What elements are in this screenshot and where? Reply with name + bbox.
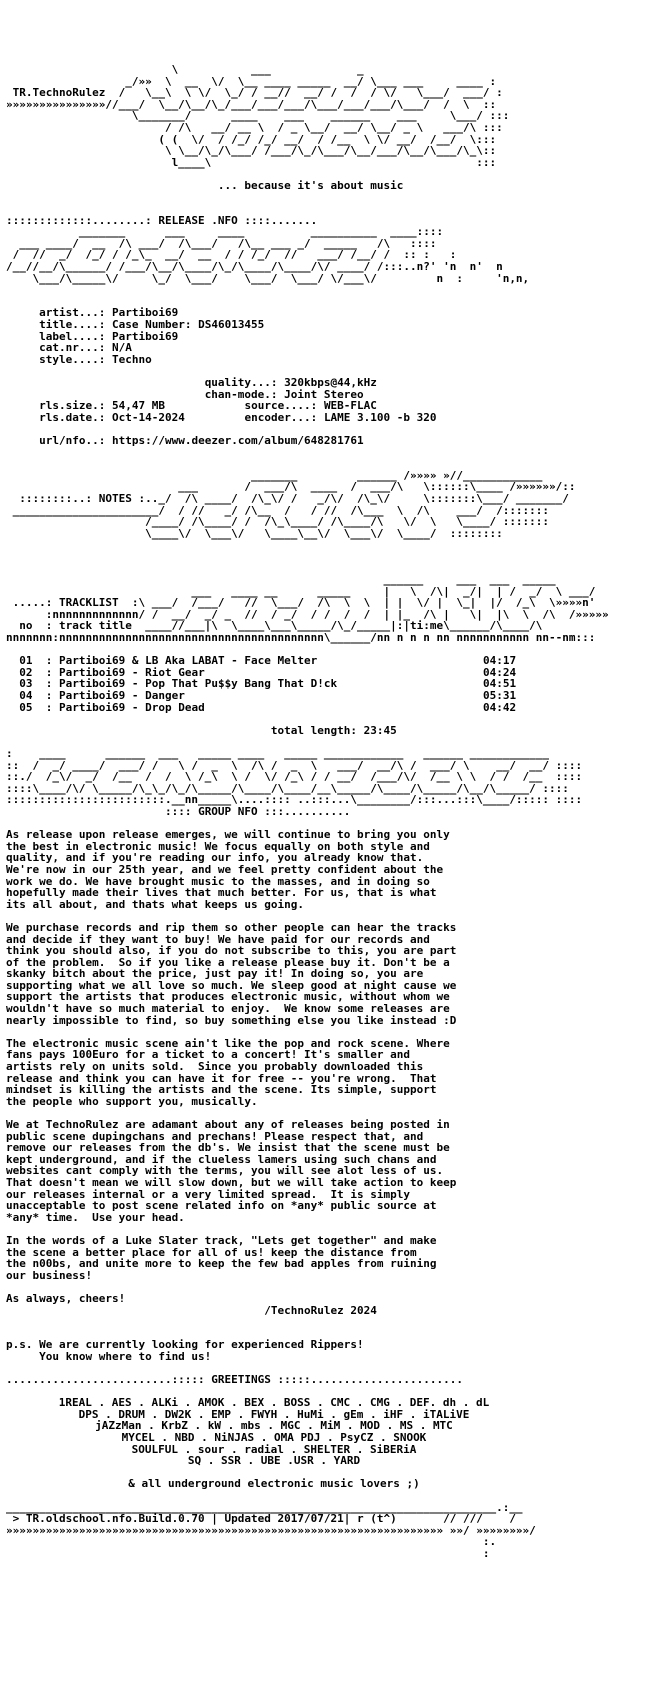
group-art-line: ::./ /_\/ _/ /__ / / \ /_\ \ / \/ /_\ / / __/ /___/\/ /__ \ \ / / /__ :::: xyxy=(6,770,583,784)
notes-art-line: ::::::::..: NOTES :.._/ /\ ____/ /\_\/ / _/\/ /\_\/ \:::::::\___/ _______/ xyxy=(6,491,569,505)
field-title: title....: Case Number: DS46013455 xyxy=(39,318,265,332)
release-section xyxy=(6,215,650,470)
spacer xyxy=(6,1316,650,1339)
field-size-source: rls.size.: 54,47 MB source....: WEB-FLAC xyxy=(39,399,377,413)
field-catnr: cat.nr...: N/A xyxy=(39,341,132,355)
spacer xyxy=(6,458,650,470)
tracklist-rule: nnnnnnn:nnnnnnnnnnnnnnnnnnnnnnnnnnnnnnnnnnnnnnnn\______/nn n n n nn nnnnnnnnnnn nn--nm::: xyxy=(6,631,596,645)
tracklist-art-line: :nnnnnnnnnnnnn/ / __/ _/ _ // / _/ / / / / | |_ /\ | \| |\ \ /\ /»»»»» xyxy=(6,607,609,621)
group-section xyxy=(6,748,650,1374)
spacer xyxy=(6,29,650,41)
field-date-encoder: rls.date.: Oct-14-2024 encoder...: LAME 3.100 -b 320 xyxy=(39,410,437,424)
group-paragraph: We purchase records and rip them so other people can hear the tracks and decide if they want to buy! We have paid for our records and think you should also, if you do not subscribe to this, you are part of the problem. So if you like a release please buy it. Don't be a skanky bitch about the price, just pay it! In doing so, you are supporting what we all love so much. We sleep good at night cause we support the artists that produces electronic music, without whom we wouldn't have so much material to enjoy. We know some releases are nearly impossible to find, so buy something else you like instead :D xyxy=(6,920,457,1027)
spacer xyxy=(6,447,650,459)
logo-art-line: \ \__/\_/\___/ /___/\_/\___/\__/___/\__/\___/\_\:: xyxy=(6,144,497,158)
field-url: url/nfo..: https://www.deezer.com/album/648281761 xyxy=(39,433,364,447)
tracklist-art-line: ______ ___ ___ _____ xyxy=(6,573,556,587)
notes-art-line: ______________________/ / // _/ /\__ / / // /\___ \ /\ ___/ /::::::: xyxy=(6,503,550,517)
group-art-line: : ____ ______ ___ _____ ____ _____ ____________ ______ ____________ xyxy=(6,747,550,760)
release-art-line: /__//__/\______/ /___/\__/\____/\_/\____/\____/\/ ____/ /:::..n?' 'n n' n xyxy=(6,260,503,274)
field-chanmode: chan-mode.: Joint Stereo xyxy=(204,387,364,401)
track-row: 05 : Partiboi69 - Drop Dead 04:42 xyxy=(19,700,517,714)
spacer xyxy=(6,41,650,53)
footer-section xyxy=(6,1502,650,1560)
track-row: 02 : Partiboi69 - Riot Gear 04:24 xyxy=(19,665,517,679)
group-art-line: ::::::::::::::::::::::::.__nn_____\....:::: ..:::...\________/:::...:::\____/::::: :::: xyxy=(6,793,583,807)
spacer xyxy=(6,1490,650,1502)
footer-rule: __________________________________________________________________________.:__ xyxy=(6,1500,523,1514)
footer-build-line: > TR.oldschool.nfo.Build.0.70 | Updated 2017/07/21| r (t^) // /// / xyxy=(6,1512,516,1526)
greetings-line: MYCEL . NBD . NiNJAS . OMA PDJ . PsyCZ . SNOOK xyxy=(121,1431,427,1445)
field-quality: quality...: 320kbps@44,kHz xyxy=(204,376,377,389)
closing-line: As always, cheers! xyxy=(6,1291,126,1305)
notes-art-line: \____\/ \___\/ \____\__\/ \___\/ \____/ :::::::: xyxy=(6,526,503,540)
release-art-line: / // _/ /_/ / /_\_ __/ __ / / /_/ // ___/ /__/ / :: : : xyxy=(6,248,457,262)
logo-art-line: »»»»»»»»»»»»»»»//___/ \__/\__/\_/___/___/___/\___/___/___/\___/ / \ :: xyxy=(6,97,497,111)
spacer xyxy=(6,284,650,296)
field-artist: artist...: Partiboi69 xyxy=(39,306,179,320)
footer-rule: »»»»»»»»»»»»»»»»»»»»»»»»»»»»»»»»»»»»»»»»»»»»»»»»»»»»»»»»»»»»»»»»»» »»/ »»»»»»»»/ xyxy=(6,1523,536,1537)
tracklist-header: no : track title ____//___|\ \____\___\_____/\_/_____|:|ti:me\______/\____/\ xyxy=(6,619,543,633)
spacer xyxy=(6,203,650,215)
spacer xyxy=(6,551,650,563)
header-section xyxy=(6,6,650,215)
tracklist-art-line: ___ ____ __ _____ | \ /\| _/| | / _/ \ ___/ xyxy=(6,584,596,598)
ps-line: p.s. We are currently looking for experienced Rippers! xyxy=(6,1338,364,1352)
footer-tail: :. xyxy=(6,1535,497,1549)
greetings-section xyxy=(6,1374,650,1502)
group-paragraph: In the words of a Luke Slater track, "Lets get together" and make the scene a better place for all of us! keep the distance from the n00bs, and unite more to keep the few bad apples from ruining our business! xyxy=(6,1233,437,1282)
greetings-list xyxy=(6,1397,542,1490)
notes-art-line: _______ ______ /»»»» »//____________ xyxy=(6,468,543,482)
notes-section xyxy=(6,470,650,574)
spacer xyxy=(6,6,650,18)
nfo-document xyxy=(6,6,650,1698)
release-art-line: \___/\_____\/ \_/ \___/ \___/ \___/ \/___\/ n : 'n,n, xyxy=(6,271,530,285)
greetings-line: 1REAL . AES . ALKi . AMOK . BEX . BOSS . CMC . CMG . DEF. dh . dL xyxy=(58,1396,490,1410)
field-label: label....: Partiboi69 xyxy=(39,329,179,343)
total-length: total length: 23:45 xyxy=(270,723,397,737)
group-art-line: ::::\____/\/ \_____/\_\_/\_/\_____/\____/\____/__\_____/\____/\_____/\__/\_____/ :::: xyxy=(6,781,569,795)
logo-art-line: \ ___ _ xyxy=(6,62,510,76)
logo-art-line: / /\ __/ __ \ / _ \__/ __/ \__/ _ \ ___/\ ::: xyxy=(6,120,503,134)
group-art-line: :: / _/ ____/ ___/ / \ / _ \ /\ / _ \ ___/ __/\ / ___/ \ __/ __/ :::: xyxy=(6,758,583,772)
release-art-line: _______ ___ ____ __________ ____:::: xyxy=(6,225,444,239)
logo-art-line: TR.TechnoRulez / \__\ \ \/ \_/ / __// __/ / / / \/ \___/ ___/ : xyxy=(6,86,503,100)
release-heading: :::::::::::::........: RELEASE .NFO ::::....... xyxy=(6,213,318,227)
logo-art-line: ( ( \/ / /_/ /_/ __/ / /__ \ \/ __/ /__/ \::: xyxy=(6,132,497,146)
spacer xyxy=(6,539,650,551)
url-link[interactable]: https://www.deezer.com/album/648281761 xyxy=(111,433,364,447)
signature: /TechnoRulez 2024 xyxy=(264,1303,377,1317)
greetings-line: jAZzMan . KrbZ . kW . mbs . MGC . MiM . MOD . MS . MTC xyxy=(95,1419,453,1433)
field-style: style....: Techno xyxy=(39,352,152,366)
notes-art-line: ___ / ___/\ ____ / ___/\ \::::::\____ /»»»»»»/:: xyxy=(6,480,576,494)
greetings-line: DPS . DRUM . DW2K . EMP . FWYH . HuMi . gEm . iHF . iTALiVE xyxy=(78,1407,470,1421)
spacer xyxy=(6,18,650,30)
track-row: 04 : Partiboi69 - Danger 05:31 xyxy=(19,689,517,703)
group-paragraph: As release upon release emerges, we will continue to bring you only the best in electronic music! We focus equally on both style and quality, and if you're reading our info, you already know that. We're now in our 25th year, and we feel pretty confident about the work we do. We have brought music to the masses, and in doing so hopefully made their lives that much better. For us, that is what its all about, and thats what keeps us going. xyxy=(6,828,450,911)
release-art-line: ___ ____/ __ /\ ___/ /\___/ /\__ ___ _/ _____ /\ :::: xyxy=(6,236,437,250)
tracklist-section xyxy=(6,574,650,748)
notes-art-line: /____/ /\____/ / /\_\____/ /\____/\ \/ \ \____/ ::::::: xyxy=(6,515,550,529)
group-paragraph: We at TechnoRulez are adamant about any of releases being posted in public scene dupingchans and prechans! Please respect that, and remove our releases from the db's. We insist that the scene must be kept underground, and if the clueless lamers using such chans and websites cant comply with the terms, you will see alot less of us. That doesn't mean we will slow down, but we will take action to keep our releases internal or a very limited spread. It is simply unacceptable to post scene related info on *any* public source at *any* time. Use your head. xyxy=(6,1118,457,1224)
track-row: 03 : Partiboi69 - Pop That Pu$$y Bang That D!ck 04:51 xyxy=(19,677,517,691)
ps-line: You know where to find us! xyxy=(6,1349,212,1363)
logo-art-line: l____\ ::: xyxy=(6,155,497,169)
tagline: ... because it's about music xyxy=(217,178,404,192)
logo-art-line: _/»» \ __ \/ \__ ____ _____ __/ \___ ___ ____ : xyxy=(6,74,497,88)
footer-tail: : xyxy=(6,1546,490,1560)
tracklist-art-line: .....: TRACKLIST :\ ___/ /___/ // \___/ /\ \ \ | | \/ | \_| |/ /_\ \»»»»n' xyxy=(6,596,596,610)
group-paragraph: The electronic music scene ain't like the pop and rock scene. Where fans pays 100Euro for a ticket to a concert! It's smaller and artists rely on units sold. Since you probably downloaded this release and think you can have it for free -- you're wrong. That mindset is killing the artists and the scene. Its simple, support the people who support you, musically. xyxy=(6,1036,450,1108)
track-row: 01 : Partiboi69 & LB Aka LABAT - Face Melter 04:17 xyxy=(19,654,517,668)
greetings-heading: .........................::::: GREETINGS :::::....................... xyxy=(6,1373,463,1387)
greetings-closing: & all underground electronic music lovers ;) xyxy=(128,1477,420,1491)
greetings-line: SOULFUL . sour . radial . SHELTER . SiBERiA xyxy=(131,1442,417,1456)
logo-art-line: \_______/ ____ ___ ______ ___ \___/ ::: xyxy=(6,109,510,123)
group-heading: :::: GROUP NFO :::.......... xyxy=(164,804,351,818)
spacer xyxy=(6,192,650,204)
greetings-line: SQ . SSR . UBE .USR . YARD xyxy=(187,1454,361,1468)
